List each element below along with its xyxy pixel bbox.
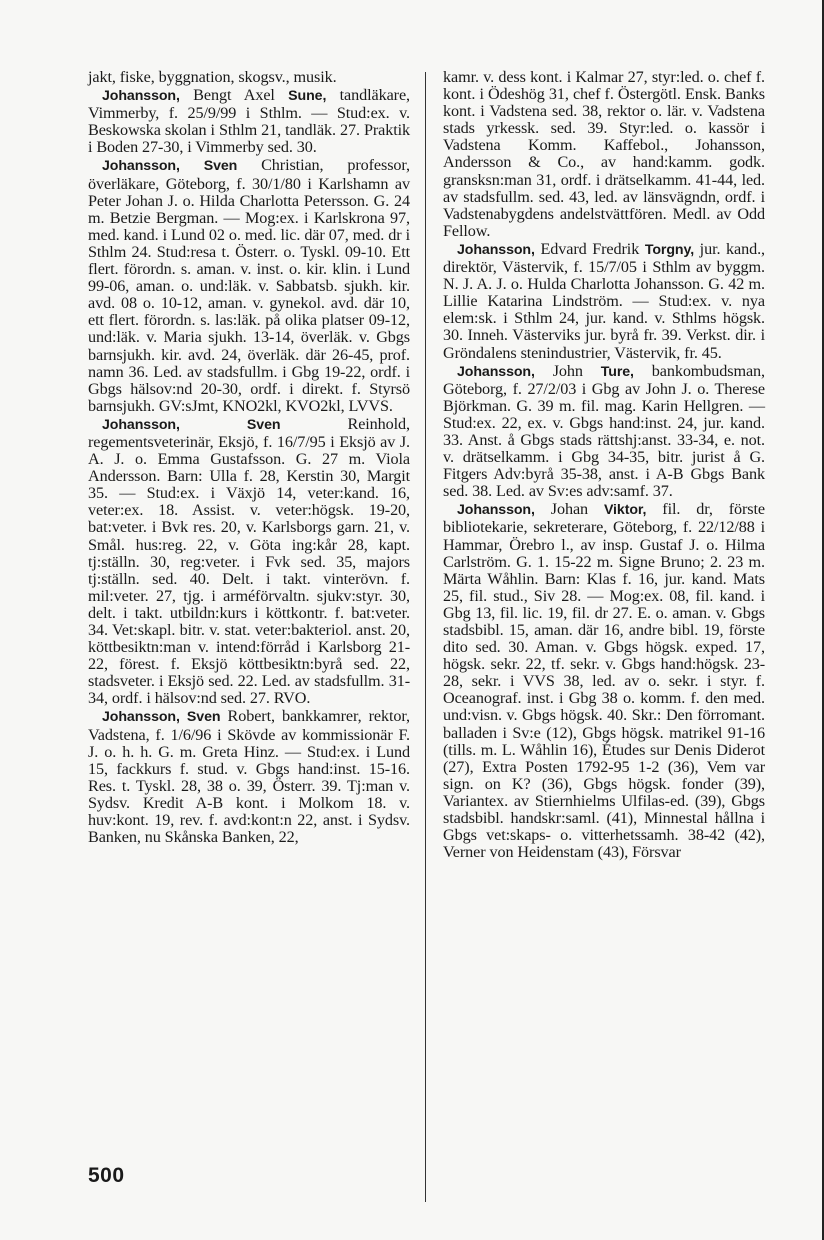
entry-called-name: Sune, bbox=[288, 88, 327, 105]
entry-called-name: Sven bbox=[246, 416, 281, 433]
entry-text: Robert, bankkamrer, rektor, Vadstena, f. 1/6/96 i Skövde av kommissionär F. J. o. h. h. G. m. Greta Hinz. — Stud:ex. i Lund 15, fackkurs f. stud. v. Gbgs hand:inst. 15-16. Res. t. Tyskl. 28, 38 o. 39, Österr. 39. Tj:man v. Sydsv. Kredit A-B kont. i Molkom 18. v. huv:kont. 19, rev. f. avd:kont:n 22, anst. i Sydsv. Banken, nu Skånska Banken, 22, bbox=[88, 707, 410, 847]
biography-entry bbox=[443, 69, 765, 240]
entry-text: bankombudsman, Göteborg, f. 27/2/03 i Gbg av John J. o. Therese Björkman. G. 39 m. fil. mag. Karin Hellgren. — Stud:ex. 22, ex. v. Gbgs hand:inst. 24, jur. kand. 33. Anst. å Gbgs stads rättshj:anst. 33-34, e. not. v. drätselkamm. i Gbg 34-35, bitr. jurist å G. Fitgers Adv:byrå 35-38, anst. i A-B Gbgs Bank sed. 38. Led. av Sv:es adv:samf. 37. bbox=[443, 361, 765, 501]
entry-surname: Johansson, bbox=[457, 363, 535, 380]
entry-text: fil. dr, förste bibliotekarie, sekreterare, Göteborg, f. 22/12/88 i Hammar, Örebro l., av insp. Gustaf J. o. Hilma Carlström. G. 1. 15-22 m. Signe Bruno; 2. 23 m. Märta Wåhlin. Barn: Klas f. 16, jur. kand. Mats 25, fil. stud., Siv 28. — Mog:ex. 08, fil. kand. i Gbg 13, fil. lic. 19, fil. dr 27. E. o. aman. v. Gbgs stadsbibl. 15, aman. där 16, andre bibl. 19, förste dito sed. 30. Aman. v. Gbgs högsk. exped. 17, högsk. sekr. 22, tf. sekr. v. Gbgs hand:högsk. 23-28, sekr. i VVS 38, led. av o. sekr. i styr. f. Oceanograf. inst. i Gbg 38 o. komm. f. den med. und:visn. v. Gbgs högsk. 40. Skr.: Den förromant. balladen i Sv:e (12), Gbgs högsk. matrikel 91-16 (tills. m. L. Wåhlin 16), Études sur Denis Diderot (27), Extra Posten 1792-95 1-2 (36), Vem var sign. on K? (36), Gbgs högsk. fonder (39), Variantex. av Stiernhielms Ulfilas-ed. (39), Gbgs stadsbibl. handskr:saml. (41), Minnestal hållna i Gbgs vet:skaps- o. vitterhetssamh. 38-42 (42), Verner von Heidenstam (43), Försvar bbox=[443, 500, 765, 862]
biography-entry bbox=[88, 416, 410, 708]
entry-called-name: Viktor, bbox=[603, 502, 647, 519]
entry-given-names: Edvard Fredrik bbox=[534, 239, 645, 258]
entry-text: jur. kand., direktör, Västervik, f. 15/7/05 i Sthlm av byggm. N. J. A. J. o. Hulda Charlotta Johansson. G. 42 m. Lillie Katarina Lindström. — Stud:ex. v. nya elem:sk. i Sthlm 24, jur. kand. v. Sthlms högsk. 30. Inneh. Västerviks jur. byrå fr. 39. Verkst. dir. i Gröndalens stenindustrier, Västervik, fr. 45. bbox=[443, 239, 765, 362]
entry-surname: Johansson, bbox=[457, 502, 535, 519]
biography-entry bbox=[443, 501, 765, 861]
entry-surname: Johansson, bbox=[457, 241, 535, 258]
entry-text: jakt, fiske, byggnation, skogsv., musik. bbox=[88, 68, 337, 86]
entry-given-names: John bbox=[534, 361, 601, 380]
entry-given-names: Johan bbox=[534, 500, 604, 519]
entry-called-name: Sven bbox=[186, 709, 221, 726]
entry-surname: Johansson, bbox=[102, 88, 180, 105]
column-divider bbox=[425, 72, 426, 1202]
entry-text: Christian, professor, överläkare, Göteborg, f. 30/1/80 i Karlshamn av Peter Johan J. o. Hilda Charlotta Petersson. G. 24 m. Betzie Bergman. — Mog:ex. i Karlskrona 97, med. kand. i Lund 02 o. med. lic. där 07, med. dr i Sthlm 24. Stud:resa t. Österr. o. Tyskl. 09-10. Ett flert. förordn. s. aman. v. inst. o. kir. klin. i Lund 99-06, aman. o. und:läk. v. Sabbatsb. sjukh. kir. avd. 08 o. 10-12, aman. v. gynekol. avd. där 10, ett flert. förordn. s. las:läk. på olika platser 09-12, und:läk. v. Maria sjukh. 13-14, överläk. v. Gbgs barnsjukh. kir. avd. 24, överläk. där 26-45, prof. namn 36. Led. av stadsfullm. i Gbg 19-22, ordf. i Gbgs hälsov:nd 20-30, ordf. i direkt. f. Styrsö barnsjukh. GV:sJmt, KNO2kl, KVO2kl, LVVS. bbox=[88, 156, 410, 415]
left-column bbox=[88, 69, 410, 847]
biography-entry bbox=[443, 241, 765, 362]
biography-entry bbox=[443, 363, 765, 501]
biography-entry bbox=[88, 69, 410, 86]
entry-text: Reinhold, regementsveterinär, Eksjö, f. 16/7/95 i Eksjö av J. A. J. o. Emma Gustafsson. G. 27 m. Viola Andersson. Barn: Ulla f. 28, Kerstin 30, Margit 35. — Stud:ex. i Växjö 14, veter:kand. 16, veter:ex. 18. Assist. v. veter:högsk. 19-20, bat:veter. i Bvk res. 20, v. Karlsborgs garn. 21, v. Smål. hus:reg. 22, v. Göta ing:kår 28, kapt. tj:ställn. 30, reg:veter. i Fvk sed. 35, majors tj:ställn. sed. 40. Delt. i takt. vinterövn. f. mil:veter. 27, tjg. i arméförvaltn. sjukv:styr. 30, delt. i takt. utbildn:kurs i köttkontr. f. bat:veter. 34. Vet:skapl. bitr. v. stat. veter:bakteriol. anst. 20, köttbesiktn:man v. intend:förråd i Karlsborg 21-22, förest. f. Eksjö köttbesiktn:byrå sed. 22, stadsveter. i Eksjö sed. 22. Led. av stadsfullm. 31-34, ordf. i hälsov:nd sed. 27. RVO. bbox=[88, 414, 411, 708]
entry-called-name: Torgny, bbox=[644, 241, 695, 258]
page-number: 500 bbox=[88, 1164, 125, 1187]
right-column bbox=[443, 69, 765, 862]
biography-entry bbox=[88, 157, 410, 414]
entry-given-names bbox=[180, 707, 187, 725]
entry-called-name: Sven bbox=[203, 158, 238, 175]
entry-given-names bbox=[180, 415, 247, 433]
biography-entry bbox=[88, 708, 410, 846]
entry-given-names bbox=[180, 156, 204, 174]
entry-text: kamr. v. dess kont. i Kalmar 27, styr:led. o. chef f. kont. i Ödeshög 31, chef f. Östergötl. Ensk. Banks kont. i Vadstena sed. 38, rektor o. lär. v. Vadstena stads yrkessk. sed. 39. Styr:led. o. kassör i Vadstena Komm. Kaffebol., Johansson, Andersson & Co., av hand:kamm. godk. gransksn:man 31, ordf. i drätselkamm. 41-44, led. av stadsfullm. sed. 43, led. av länsvägndn, ordf. i Vadstenabygdens andelstvättfören. Medl. av Odd Fellow. bbox=[443, 68, 765, 240]
entry-surname: Johansson, bbox=[102, 416, 180, 433]
entry-surname: Johansson, bbox=[102, 158, 180, 175]
entry-given-names: Bengt Axel bbox=[179, 86, 289, 105]
entry-text: tandläkare, Vimmerby, f. 25/9/99 i Sthlm. — Stud:ex. v. Beskowska skolan i Sthlm 21, tandläk. 27. Praktik i Boden 27-30, i Vimmerby sed. 30. bbox=[88, 86, 410, 157]
entry-called-name: Ture, bbox=[600, 363, 634, 380]
biography-entry bbox=[88, 87, 410, 156]
entry-surname: Johansson, bbox=[102, 709, 180, 726]
